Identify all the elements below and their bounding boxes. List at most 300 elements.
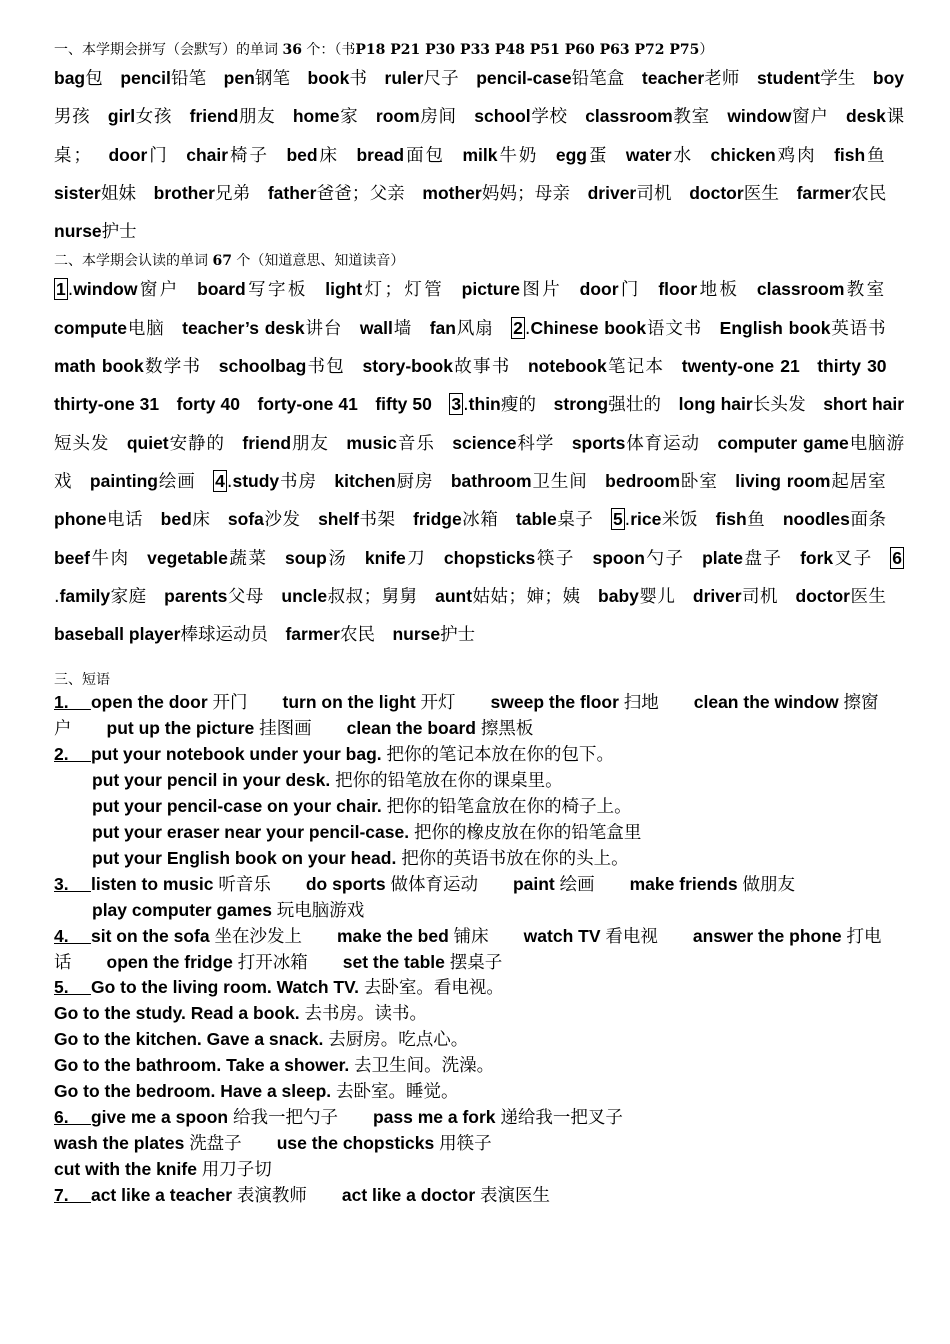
spell-word-entry xyxy=(422,184,570,204)
read-word-english: English book xyxy=(719,317,831,338)
read-word-entry xyxy=(682,357,800,377)
spell-word-chinese: 学生 xyxy=(820,69,856,89)
phrase-chinese: 洗盘子 xyxy=(189,1133,242,1154)
phrase-english: Go to the bathroom. Take a shower. xyxy=(54,1055,355,1076)
spell-word-entry xyxy=(689,184,779,204)
read-word-entry xyxy=(658,280,739,300)
read-word-entry xyxy=(285,625,374,645)
phrase-number: 7. xyxy=(54,1184,91,1205)
read-word-english: sofa xyxy=(227,509,264,530)
read-word-chinese: 体育运动 xyxy=(625,433,700,454)
group-number-box: 5 xyxy=(612,509,623,530)
read-word-english: nurse xyxy=(392,624,441,645)
phrase-english: sweep the floor xyxy=(490,692,624,713)
section-1-heading: 一、本学期会拼写（会默写）的单词 36 个：（书P18 P21 P30 P33 P48 P51 P60 P63 P72 P75） xyxy=(54,42,714,58)
phrase-chinese: 扫地 xyxy=(623,693,659,714)
spell-word-english: student xyxy=(756,68,821,88)
spell-word-entry xyxy=(308,69,368,89)
phrase-chinese: 去卫生间。洗澡。 xyxy=(354,1056,495,1077)
spell-word-chinese: 尺子 xyxy=(423,69,459,89)
spell-word-english: driver xyxy=(587,182,637,203)
read-word-english: bed xyxy=(160,509,192,530)
read-word-entry xyxy=(757,280,887,300)
phrase-english: cut with the knife xyxy=(54,1158,202,1179)
read-word-english: thirty 30 xyxy=(817,356,887,377)
spell-word-entry xyxy=(474,107,567,127)
read-word-entry xyxy=(334,472,433,492)
read-word-english: fish xyxy=(715,509,747,530)
read-word-chinese: 父母 xyxy=(227,586,264,607)
read-word-entry xyxy=(177,395,240,415)
spell-word-entry xyxy=(626,146,693,166)
phrase-english: put your pencil-case on your chair. xyxy=(92,796,387,817)
read-word-entry xyxy=(161,510,211,530)
spell-word-entry xyxy=(190,107,276,127)
read-word-chinese: 笔记本 xyxy=(606,357,665,378)
read-word-english: door xyxy=(579,279,619,300)
phrase-chinese: 玩电脑游戏 xyxy=(276,900,365,921)
phrase-chinese: 用筷子 xyxy=(439,1133,492,1154)
read-word-english: spoon xyxy=(592,547,645,568)
spell-word-english: farmer xyxy=(796,182,852,203)
read-word-english: notebook xyxy=(527,356,607,377)
read-word-list: 1 .window窗户 board写字板 light灯；灯管 picture图片 door门 floor地板 classroom教室 compute电脑 teacher’s desk讲台 wall墙 fan风扇 2 .Chinese book语文书 English book英语书 math book数学书 schoolbag书包 story-book故事书 notebook笔记本 twenty-one 21 thirty 30 thirty-one 31 forty 40 forty-one 41 fifty 50 3 .thin瘦的 strong强壮的 long hair长头发 short hair短头发 quiet安静的 friend朋友 music音乐 science科学 sports体育运动 computer game电脑游戏 painting绘画 4 .study书房 kitchen厨房 bathroom卫生间 bedroom卧室 living room起居室 phone电话 bed床 sofa沙发 shelf书架 fridge冰箱 table桌子 5 .rice米饭 fish鱼 noodles面条 beef牛肉 vegetable蔬菜 soup汤 knife刀 chopsticks筷子 spoon勺子 plate盘子 fork叉子 6.family家庭 parents父母 uncle叔叔；舅舅 aunt姑姑；婶；姨 baby婴儿 driver司机 doctor医生 baseball player棒球运动员 farmer农民 nurse护士 xyxy=(54,279,905,646)
read-word-entry xyxy=(54,395,159,415)
spell-word-chinese: 爸爸；父亲 xyxy=(316,183,405,204)
read-word-entry xyxy=(325,280,444,300)
read-word-english: fifty 50 xyxy=(375,394,432,415)
spell-word-english: door xyxy=(108,144,148,165)
read-word-chinese: 司机 xyxy=(741,586,779,607)
spell-word-english: chicken xyxy=(710,144,776,165)
spell-word-entry xyxy=(757,69,855,89)
document-page xyxy=(54,40,904,1209)
phrase-chinese: 去厨房。吃点心。 xyxy=(328,1030,469,1051)
spell-word-chinese: 家 xyxy=(339,107,359,128)
spell-word-chinese: 钢笔 xyxy=(254,69,291,89)
spell-word-english: book xyxy=(307,68,350,88)
read-word-entry xyxy=(452,434,554,454)
read-word-chinese: 书架 xyxy=(358,510,396,531)
read-word-chinese: 音乐 xyxy=(396,433,435,454)
spell-word-english: milk xyxy=(462,144,498,165)
read-word-entry xyxy=(228,510,301,530)
read-word-english: light xyxy=(325,279,363,300)
read-word-chinese: 厨房 xyxy=(395,471,434,492)
spell-word-english: egg xyxy=(555,144,587,165)
read-word-english: knife xyxy=(364,547,406,568)
read-word-chinese: 电脑游戏 xyxy=(54,433,905,492)
read-word-entry xyxy=(592,549,684,569)
spell-word-chinese: 窗户 xyxy=(791,107,829,128)
phrase-line xyxy=(54,1053,904,1079)
spell-word-entry xyxy=(797,184,887,204)
phrase-chinese: 给我一把勺子 xyxy=(232,1107,338,1128)
read-word-chinese: 家庭 xyxy=(110,586,147,607)
spell-word-chinese: 椅子 xyxy=(228,145,269,166)
phrase-chinese: 把你的英语书放在你的头上。 xyxy=(401,848,629,869)
spell-word-chinese: 房间 xyxy=(419,107,457,128)
spell-word-entry xyxy=(356,146,445,166)
phrase-line xyxy=(54,898,904,924)
phrase-english: set the table xyxy=(342,951,450,972)
read-word-entry xyxy=(54,319,165,339)
phrase-line xyxy=(54,1079,904,1105)
spell-word-entry xyxy=(834,146,887,166)
read-word-entry xyxy=(90,472,196,492)
read-word-entry xyxy=(783,510,887,530)
read-word-english: uncle xyxy=(281,585,328,606)
read-word-chinese: 汤 xyxy=(326,548,348,569)
spell-word-english: sister xyxy=(54,182,101,203)
spell-word-entry xyxy=(642,69,740,89)
read-word-entry xyxy=(679,395,806,415)
read-word-chinese: 安静的 xyxy=(168,433,225,454)
phrase-english: Go to the kitchen. Gave a snack. xyxy=(54,1029,329,1050)
read-word-english: twenty-one 21 xyxy=(681,356,800,377)
phrase-english: put your notebook under your bag. xyxy=(90,744,387,765)
read-word-entry xyxy=(580,280,641,300)
phrase-line xyxy=(54,690,904,742)
read-word-chinese: 桌子 xyxy=(556,510,594,531)
spell-word-chinese: 兄弟 xyxy=(214,183,251,204)
spell-word-entry xyxy=(585,107,710,127)
read-word-entry xyxy=(605,472,718,492)
read-word-english: Chinese book xyxy=(530,317,647,338)
section-3-heading: 三、短语 xyxy=(54,672,110,689)
spell-word-entry xyxy=(54,222,137,242)
read-word-chinese: 图片 xyxy=(520,280,563,301)
phrase-chinese: 看电视 xyxy=(605,926,658,947)
read-word-chinese: 盘子 xyxy=(742,548,783,569)
read-word-entry xyxy=(258,395,358,415)
spell-word-english: pencil-case xyxy=(476,68,572,88)
read-word-chinese: 沙发 xyxy=(263,510,301,531)
phrase-english: Go to the study. Read a book. xyxy=(54,1003,305,1024)
read-word-english: noodles xyxy=(782,509,850,530)
spell-word-entry xyxy=(556,146,609,166)
phrase-line xyxy=(54,975,904,1001)
read-word-chinese: 勺子 xyxy=(644,548,685,569)
read-word-chinese: 写字板 xyxy=(245,280,308,301)
read-word-english: phone xyxy=(54,509,107,530)
read-word-entry xyxy=(147,549,267,569)
read-word-entry xyxy=(693,587,778,607)
read-word-entry xyxy=(702,549,783,569)
read-word-entry xyxy=(73,280,179,300)
phrase-english: listen to music xyxy=(90,873,219,894)
read-word-english: schoolbag xyxy=(218,356,307,377)
read-word-english: teacher’s desk xyxy=(182,317,305,338)
phrase-line xyxy=(54,1001,904,1027)
read-word-chinese: 书房 xyxy=(279,471,317,492)
spell-word-english: teacher xyxy=(641,68,705,88)
read-word-english: aunt xyxy=(435,585,473,606)
read-word-chinese: 床 xyxy=(191,510,211,531)
spell-word-english: window xyxy=(727,106,792,127)
spell-word-chinese: 姐妹 xyxy=(100,183,137,204)
spell-word-entry xyxy=(54,184,136,204)
read-word-entry xyxy=(430,319,494,339)
read-word-english: study xyxy=(232,470,280,491)
spell-word-chinese: 教室 xyxy=(672,107,710,128)
phrase-chinese: 表演教师 xyxy=(236,1185,307,1206)
phrase-line xyxy=(54,742,904,768)
read-word-english: bedroom xyxy=(605,470,681,491)
read-word-entry xyxy=(54,625,268,645)
spell-word-chinese: 司机 xyxy=(636,183,672,204)
spell-word-chinese: 护士 xyxy=(101,222,137,243)
read-word-english: thin xyxy=(468,394,501,415)
spell-word-entry xyxy=(108,146,168,166)
read-word-entry xyxy=(281,587,417,607)
read-word-chinese: 短头发 xyxy=(54,433,110,454)
phrase-english: sit on the sofa xyxy=(90,925,215,946)
read-word-entry xyxy=(720,319,887,339)
group-number-box: 4 xyxy=(215,470,225,491)
phrase-number: 6. xyxy=(54,1106,91,1127)
phrase-chinese: 打电话 xyxy=(54,926,882,973)
read-word-chinese: 冰箱 xyxy=(461,510,499,531)
read-word-english: long hair xyxy=(678,394,753,415)
spell-word-entry xyxy=(727,107,828,127)
phrase-english: give me a spoon xyxy=(90,1106,233,1127)
spell-word-entry xyxy=(286,146,339,166)
read-word-english: fridge xyxy=(413,509,462,530)
phrase-chinese: 去书房。读书。 xyxy=(304,1004,428,1025)
spell-word-chinese: 农民 xyxy=(851,183,887,204)
read-word-entry xyxy=(375,395,432,415)
read-word-english: doctor xyxy=(795,585,850,606)
spell-word-entry xyxy=(224,69,290,89)
phrase-chinese: 做朋友 xyxy=(742,874,795,895)
read-word-chinese: 农民 xyxy=(339,625,375,646)
read-word-chinese: 书包 xyxy=(306,357,346,378)
read-word-english: family xyxy=(59,585,111,606)
read-word-chinese: 门 xyxy=(618,280,641,301)
phrase-chinese: 把你的铅笔盒放在你的椅子上。 xyxy=(386,797,632,818)
read-word-entry xyxy=(630,510,698,530)
group-number-box: 3 xyxy=(451,394,462,415)
read-word-english: quiet xyxy=(126,432,169,453)
phrase-english: pass me a fork xyxy=(372,1106,501,1127)
read-word-chinese: 姑姑；婶；姨 xyxy=(472,586,581,607)
section-2-heading: 二、本学期会认读的单词 67 个（知道意思、知道读音） xyxy=(54,253,405,270)
read-word-english: picture xyxy=(461,279,520,300)
phrase-line xyxy=(54,1105,904,1131)
read-word-chinese: 数学书 xyxy=(143,357,202,378)
spell-word-entry xyxy=(54,69,103,89)
read-word-english: sports xyxy=(571,432,626,453)
spell-word-chinese: 铅笔 xyxy=(170,69,207,89)
read-word-chinese: 墙 xyxy=(392,318,413,339)
spell-word-english: doctor xyxy=(689,182,744,203)
read-word-english: painting xyxy=(89,470,158,491)
read-word-english: strong xyxy=(553,394,609,415)
read-word-english: parents xyxy=(164,585,228,606)
phrase-english: act like a doctor xyxy=(341,1184,480,1205)
read-word-english: table xyxy=(515,509,557,530)
read-word-english: forty-one 41 xyxy=(257,394,358,415)
read-word-english: friend xyxy=(242,432,292,453)
read-word-english: board xyxy=(197,279,246,300)
read-word-english: chopsticks xyxy=(443,547,536,568)
phrase-line xyxy=(54,872,904,898)
spell-word-entry xyxy=(588,184,672,204)
read-word-english: computer game xyxy=(717,432,849,453)
phrase-chinese: 开门 xyxy=(212,693,248,714)
phrase-chinese: 把你的橡皮放在你的铅笔盒里 xyxy=(413,822,642,843)
read-word-english: rice xyxy=(630,509,662,530)
phrase-english: wash the plates xyxy=(54,1132,190,1153)
read-word-entry xyxy=(346,434,434,454)
read-word-entry xyxy=(60,587,147,607)
phrase-chinese: 打开冰箱 xyxy=(237,952,308,973)
phrase-english: play computer games xyxy=(92,899,277,920)
spell-word-list xyxy=(54,60,904,251)
phrase-english: put your eraser near your pencil-case. xyxy=(92,821,414,842)
read-word-english: compute xyxy=(54,317,127,338)
phrase-chinese: 表演医生 xyxy=(480,1185,550,1206)
spell-word-chinese: 妈妈；母亲 xyxy=(481,183,571,204)
spell-word-entry xyxy=(385,69,459,89)
phrase-number: 4. xyxy=(54,925,91,946)
phrase-chinese: 去卧室。看电视。 xyxy=(363,978,504,999)
read-word-chinese: 筷子 xyxy=(535,548,575,569)
phrase-chinese: 用刀子切 xyxy=(201,1159,272,1180)
spell-word-english: bed xyxy=(286,144,318,165)
phrase-line xyxy=(54,924,904,976)
read-word-chinese: 蔬菜 xyxy=(227,548,268,569)
read-word-entry xyxy=(242,434,328,454)
spell-word-english: girl xyxy=(107,106,136,127)
phrase-chinese: 擦窗户 xyxy=(54,693,879,740)
spell-word-chinese: 水 xyxy=(671,145,694,166)
spell-word-english: room xyxy=(375,106,420,127)
phrase-line xyxy=(54,794,904,820)
spell-word-english: pencil xyxy=(120,68,171,88)
phrase-chinese: 把你的笔记本放在你的包下。 xyxy=(386,745,615,766)
read-word-entry xyxy=(363,357,511,377)
spell-word-english: fish xyxy=(834,144,866,165)
phrase-number: 5. xyxy=(54,977,91,998)
spell-word-english: bag xyxy=(54,68,86,88)
phrase-line xyxy=(54,1157,904,1183)
spell-word-english: nurse xyxy=(54,221,102,242)
read-word-entry xyxy=(219,357,345,377)
phrase-chinese: 把你的铅笔放在你的课桌里。 xyxy=(335,771,563,792)
spell-word-chinese: 课桌； xyxy=(54,107,905,166)
read-word-english: floor xyxy=(658,279,698,300)
spell-word-chinese: 男孩 xyxy=(54,107,91,128)
phrase-number: 2. xyxy=(54,744,91,765)
read-word-chinese: 鱼 xyxy=(746,510,766,531)
spell-word-english: classroom xyxy=(585,106,673,127)
read-word-chinese: 刀 xyxy=(405,548,427,569)
spell-word-entry xyxy=(476,69,624,89)
read-word-chinese: 婴儿 xyxy=(638,586,676,607)
spell-word-entry xyxy=(268,184,405,204)
read-word-chinese: 灯；灯管 xyxy=(362,280,445,301)
phrase-chinese: 听音乐 xyxy=(218,874,271,895)
read-word-entry xyxy=(285,549,347,569)
phrase-english: make friends xyxy=(629,873,743,894)
phrase-chinese: 做体育运动 xyxy=(390,874,478,895)
read-word-english: story-book xyxy=(362,356,453,377)
phrase-chinese: 去卧室。睡觉。 xyxy=(336,1082,459,1103)
read-word-english: shelf xyxy=(318,509,359,530)
spell-word-english: water xyxy=(625,144,672,165)
phrase-english: act like a teacher xyxy=(90,1184,237,1205)
group-number-box: 6 xyxy=(892,547,903,568)
read-word-entry xyxy=(462,280,563,300)
read-word-chinese: 绘画 xyxy=(157,471,196,492)
read-word-chinese: 护士 xyxy=(440,625,476,646)
read-word-entry xyxy=(528,357,664,377)
read-word-english: science xyxy=(452,432,517,453)
read-word-english: farmer xyxy=(285,624,340,645)
spell-word-chinese: 鸡肉 xyxy=(775,145,817,166)
spell-word-chinese: 门 xyxy=(147,145,169,166)
read-word-entry xyxy=(435,587,580,607)
read-word-chinese: 卫生间 xyxy=(531,471,588,492)
read-word-chinese: 讲台 xyxy=(304,318,343,339)
spell-word-chinese: 鱼 xyxy=(865,145,887,166)
read-word-english: forty 40 xyxy=(176,394,241,415)
phrase-english: turn on the light xyxy=(282,692,421,713)
read-word-entry xyxy=(197,280,308,300)
read-word-chinese: 叉子 xyxy=(833,548,873,569)
phrase-english: clean the window xyxy=(693,692,844,713)
phrase-english: use the chopsticks xyxy=(276,1132,440,1153)
read-word-entry xyxy=(54,357,201,377)
spell-word-entry xyxy=(108,107,172,127)
read-word-entry xyxy=(54,549,130,569)
spell-word-english: bread xyxy=(356,144,405,165)
spell-word-english: mother xyxy=(422,182,482,203)
read-word-english: window xyxy=(73,279,138,300)
read-word-chinese: 强壮的 xyxy=(608,395,662,416)
read-word-entry xyxy=(572,434,700,454)
read-word-chinese: 故事书 xyxy=(452,357,511,378)
read-word-english: fan xyxy=(429,317,456,338)
spell-word-chinese: 蛋 xyxy=(587,145,609,166)
group-number-box: 2 xyxy=(513,317,523,338)
spell-word-english: friend xyxy=(189,106,239,127)
read-word-english: fork xyxy=(800,547,834,568)
read-word-english: baseball player xyxy=(54,624,181,645)
phrase-chinese: 铺床 xyxy=(453,926,489,947)
read-word-chinese: 牛肉 xyxy=(89,548,130,569)
spell-word-english: father xyxy=(267,182,317,203)
phrase-english: clean the board xyxy=(346,718,481,739)
read-word-entry xyxy=(598,587,675,607)
read-word-entry xyxy=(392,625,475,645)
spell-word-chinese: 医生 xyxy=(743,183,780,204)
read-word-chinese: 地板 xyxy=(697,280,740,301)
read-word-english: wall xyxy=(359,317,393,338)
spell-word-chinese: 书 xyxy=(349,69,368,89)
phrase-english: put your English book on your head. xyxy=(92,847,402,868)
spell-word-entry xyxy=(293,107,359,127)
read-word-english: kitchen xyxy=(334,470,396,491)
read-word-english: soup xyxy=(285,547,327,568)
read-word-chinese: 窗户 xyxy=(137,280,180,301)
spell-word-english: chair xyxy=(186,144,229,165)
phrase-chinese: 擦黑板 xyxy=(480,719,534,740)
read-word-chinese: 教室 xyxy=(844,280,887,301)
phrase-line xyxy=(54,846,904,872)
